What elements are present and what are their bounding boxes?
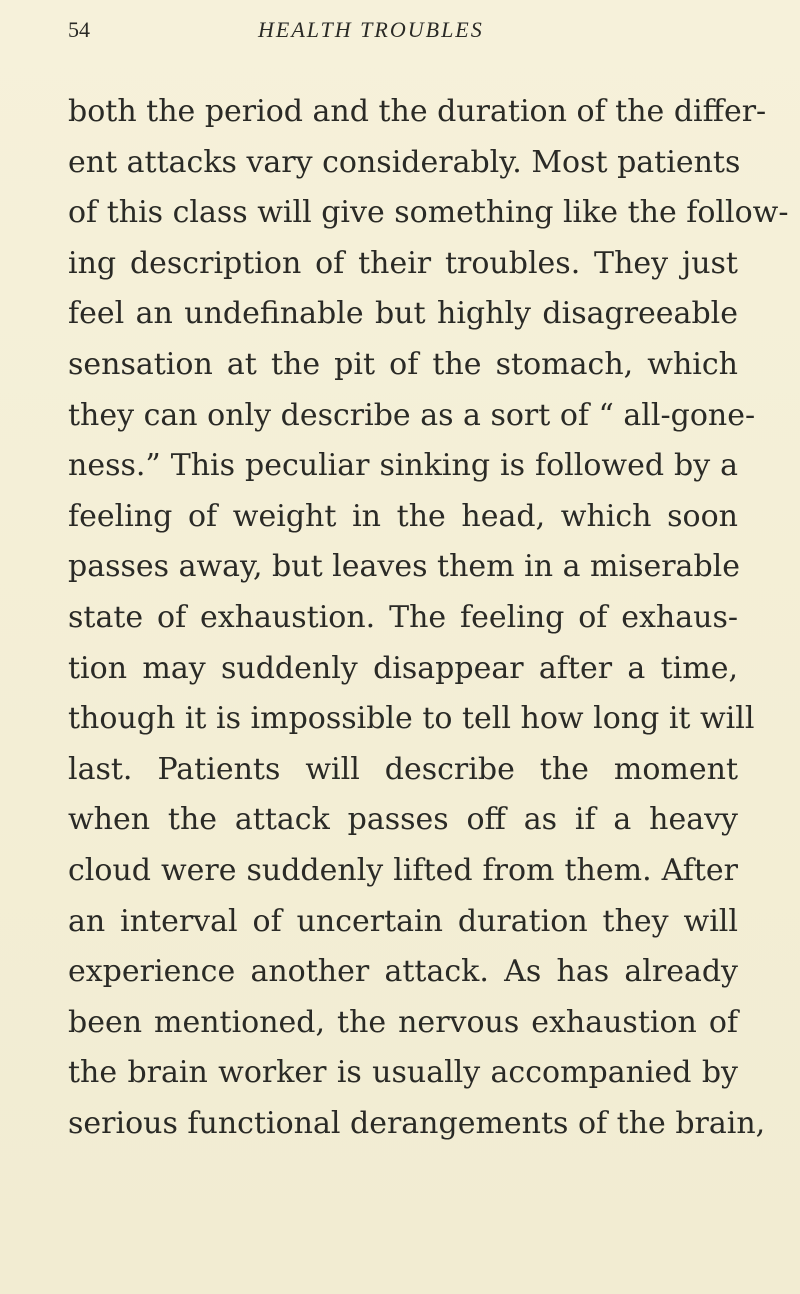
text-line: ness.” This peculiar sinking is followed by a	[68, 448, 738, 484]
page-number: 54	[68, 17, 90, 42]
text-line: though it is impossible to tell how long it will	[68, 701, 755, 737]
text-line: last. Patients will describe the moment	[68, 751, 738, 787]
body-text	[68, 87, 789, 1149]
text-line: they can only describe as a sort of “ all-gone-	[68, 397, 756, 433]
text-line: passes away, but leaves them in a miserable	[68, 549, 740, 585]
text-line: ing description of their troubles. They just	[68, 245, 738, 281]
text-line: of this class will give something like the follow-	[68, 195, 789, 231]
text-line: tion may suddenly disappear after a time,	[68, 650, 738, 686]
text-line: the brain worker is usually accompanied by	[68, 1055, 738, 1091]
text-line: feel an undefinable but highly disagreeable	[68, 296, 738, 332]
text-line: state of exhaustion. The feeling of exhaus-	[68, 599, 738, 635]
text-line: serious functional derangements of the brain,	[68, 1105, 766, 1141]
text-line: when the attack passes off as if a heavy	[68, 802, 738, 838]
text-line: an interval of uncertain duration they will	[68, 903, 738, 939]
text-line: both the period and the duration of the differ-	[68, 94, 767, 129]
text-line: sensation at the pit of the stomach, which	[68, 346, 738, 382]
text-line: feeling of weight in the head, which soon	[68, 498, 738, 534]
running-head	[68, 16, 718, 44]
text-line: ent attacks vary considerably. Most patients	[68, 144, 741, 180]
text-line: been mentioned, the nervous exhaustion of	[68, 1004, 738, 1040]
text-line: cloud were suddenly lifted from them. After	[68, 852, 738, 888]
running-title: HEALTH TROUBLES	[258, 17, 484, 42]
text-line: experience another attack. As has already	[68, 954, 738, 990]
